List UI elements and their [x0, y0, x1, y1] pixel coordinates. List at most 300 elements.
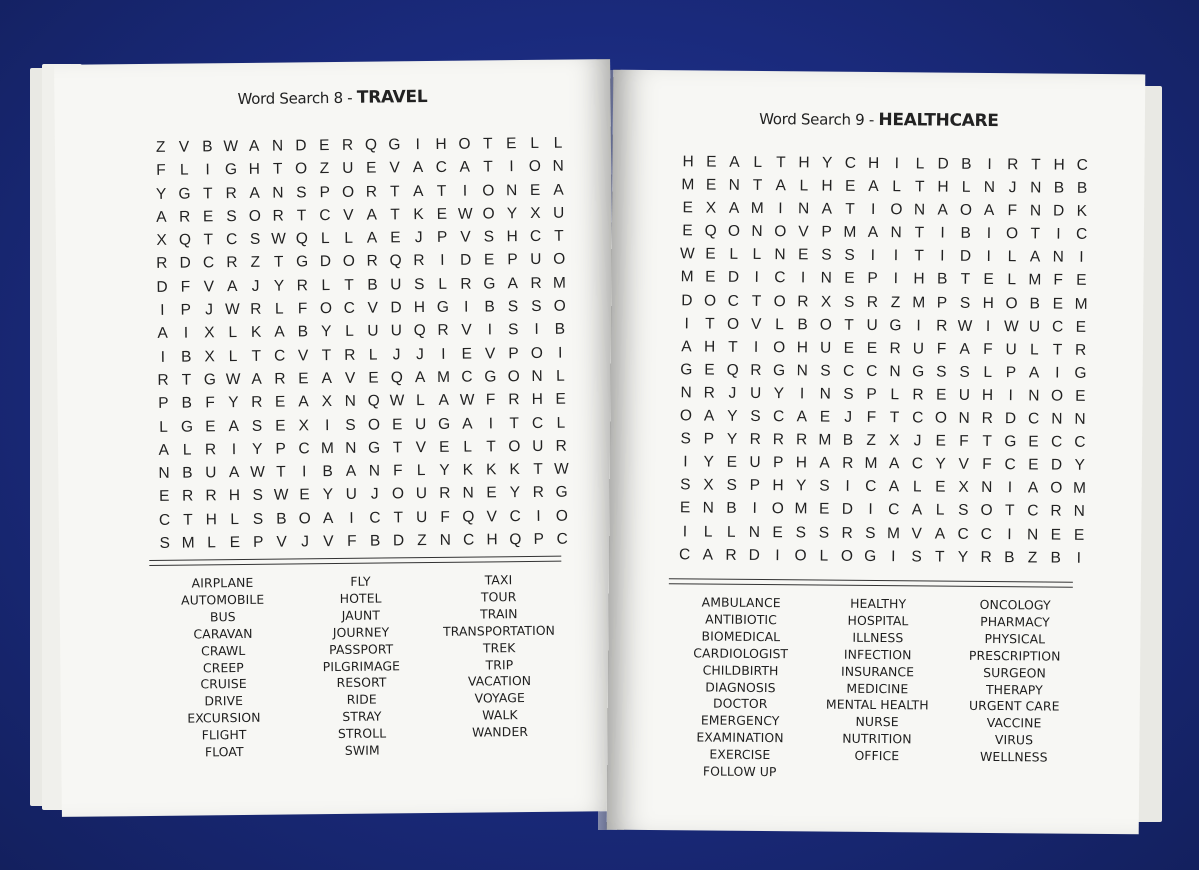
grid-letter: S	[726, 477, 737, 495]
grid-letter: I	[868, 501, 873, 519]
grid-letter: R	[530, 274, 542, 292]
word-list-item: TOUR	[480, 589, 517, 605]
grid-letter: C	[911, 455, 924, 473]
grid-letter: U	[367, 322, 379, 341]
grid-letter: S	[296, 183, 307, 201]
grid-letter: C	[461, 368, 473, 386]
grid-letter: R	[251, 394, 263, 412]
grid-letter: C	[842, 362, 855, 380]
grid-letter: X	[321, 393, 333, 411]
grid-letter: T	[203, 231, 214, 249]
grid-letter: Z	[866, 432, 877, 450]
grid-letter: N	[368, 462, 381, 480]
grid-letter: O	[298, 510, 311, 528]
grid-letter: R	[366, 253, 378, 271]
grid-letter: V	[415, 438, 427, 457]
word-list-item: TRAIN	[479, 605, 518, 622]
grid-letter: E	[935, 386, 947, 404]
grid-letter: S	[159, 534, 171, 552]
grid-letter: I	[1056, 225, 1061, 243]
grid-letter: I	[986, 225, 992, 243]
grid-letter: E	[682, 222, 693, 240]
grid-letter: T	[914, 224, 925, 242]
grid-letter: X	[958, 479, 969, 497]
word-list-item: WELLNESS	[980, 749, 1048, 765]
grid-letter: G	[1004, 433, 1017, 451]
grid-letter: U	[912, 340, 925, 358]
grid-letter: X	[204, 324, 215, 342]
grid-letter: I	[778, 200, 783, 218]
grid-letter: D	[179, 254, 191, 273]
grid-letter: B	[1076, 179, 1088, 197]
grid-letter: A	[702, 546, 714, 564]
grid-letter: V	[911, 524, 923, 542]
grid-letter: T	[273, 254, 284, 272]
grid-letter: E	[483, 251, 495, 269]
grid-letter: A	[888, 455, 900, 473]
grid-letter: D	[392, 532, 405, 550]
grid-letter: N	[797, 200, 810, 218]
grid-letter: F	[959, 432, 969, 450]
grid-letter: T	[183, 511, 193, 529]
word-list-item: WALK	[482, 707, 518, 723]
grid-letter: D	[390, 299, 402, 317]
grid-letter: I	[160, 348, 166, 366]
grid-letter: H	[682, 153, 694, 171]
grid-letter: I	[893, 270, 899, 288]
word-list-item: MENTAL HEALTH	[825, 697, 929, 713]
word-list-item: JAUNT	[341, 607, 381, 623]
grid-letter: Q	[389, 252, 402, 270]
grid-letter: O	[980, 502, 993, 520]
word-list-item: FOLLOW UP	[702, 763, 777, 780]
grid-letter: V	[958, 455, 969, 474]
grid-letter: N	[728, 176, 740, 194]
grid-letter: U	[345, 486, 357, 504]
grid-letter: M	[1074, 295, 1088, 313]
grid-letter: Y	[727, 407, 738, 425]
grid-letter: H	[435, 135, 447, 153]
grid-letter: B	[960, 225, 971, 243]
grid-letter: C	[531, 414, 544, 432]
grid-letter: L	[961, 178, 971, 196]
word-list-item: VACATION	[467, 673, 532, 690]
grid-letter: H	[937, 178, 949, 196]
grid-letter: B	[1029, 294, 1040, 312]
grid-letter: E	[705, 176, 717, 194]
grid-letter: B	[1050, 549, 1061, 567]
grid-letter: E	[318, 137, 330, 155]
grid-letter: A	[322, 509, 334, 527]
grid-letter: A	[228, 464, 240, 482]
grid-letter: O	[703, 292, 717, 310]
grid-letter: Y	[506, 204, 518, 223]
grid-letter: D	[295, 137, 307, 155]
grid-letter: I	[441, 345, 446, 363]
word-list-item: CARDIOLOGIST	[693, 645, 789, 661]
grid-letter: P	[533, 530, 545, 548]
left-word-list	[153, 572, 569, 762]
grid-letter: C	[319, 206, 331, 225]
grid-letter: E	[706, 153, 717, 171]
grid-letter: X	[705, 199, 717, 217]
grid-letter: Y	[773, 385, 785, 403]
grid-letter: A	[1027, 479, 1039, 497]
grid-letter: L	[890, 386, 900, 404]
grid-letter: T	[390, 206, 400, 224]
grid-letter: I	[987, 155, 992, 173]
grid-letter: Z	[155, 138, 166, 156]
grid-letter: V	[367, 299, 378, 317]
grid-letter: E	[866, 339, 878, 357]
grid-letter: C	[727, 292, 739, 310]
grid-letter: N	[1052, 248, 1064, 267]
grid-letter: O	[727, 222, 740, 241]
grid-letter: E	[275, 417, 286, 435]
grid-letter: I	[682, 522, 688, 540]
grid-letter: G	[912, 363, 925, 381]
grid-letter: T	[436, 182, 447, 200]
grid-letter: S	[413, 275, 425, 293]
grid-letter: A	[156, 208, 167, 226]
grid-letter: O	[458, 135, 471, 153]
grid-letter: S	[843, 385, 854, 403]
word-list-item: AUTOMOBILE	[181, 591, 265, 608]
grid-letter: L	[752, 246, 762, 264]
word-list-item: NURSE	[855, 714, 899, 730]
grid-letter: O	[295, 160, 308, 178]
grid-letter: S	[843, 293, 855, 311]
word-list-item: HOTEL	[339, 590, 382, 606]
grid-letter: A	[934, 525, 946, 543]
grid-letter: P	[821, 223, 832, 241]
grid-letter: U	[958, 386, 971, 404]
grid-letter: V	[276, 533, 287, 551]
grid-letter: I	[845, 478, 850, 496]
grid-letter: U	[532, 437, 544, 455]
grid-letter: L	[438, 275, 447, 293]
grid-letter: T	[1030, 225, 1041, 243]
grid-letter: O	[367, 416, 381, 434]
grid-letter: V	[178, 138, 190, 156]
grid-letter: J	[392, 345, 401, 364]
grid-letter: L	[1029, 341, 1039, 359]
grid-letter: I	[940, 224, 945, 242]
grid-letter: O	[773, 338, 786, 356]
grid-letter: Y	[821, 154, 833, 172]
grid-letter: L	[416, 392, 425, 410]
grid-letter: O	[555, 507, 569, 525]
grid-letter: N	[439, 531, 451, 549]
grid-letter: M	[864, 455, 878, 473]
word-list-item: VIRUS	[994, 732, 1034, 748]
grid-letter: M	[181, 534, 195, 552]
grid-letter: M	[437, 368, 451, 386]
grid-letter: D	[319, 253, 332, 271]
grid-letter: D	[841, 501, 854, 519]
grid-letter: R	[204, 441, 217, 459]
grid-letter: I	[231, 440, 237, 458]
grid-letter: U	[205, 464, 217, 482]
grid-letter: G	[368, 439, 381, 457]
grid-letter: A	[911, 501, 923, 519]
grid-letter: B	[961, 155, 972, 173]
grid-letter: V	[344, 369, 356, 387]
grid-letter: A	[298, 393, 309, 411]
grid-letter: E	[202, 208, 214, 226]
grid-letter: T	[982, 433, 992, 451]
grid-letter: P	[508, 344, 519, 362]
grid-letter: L	[912, 478, 922, 496]
grid-letter: A	[959, 340, 970, 358]
grid-letter: W	[679, 245, 695, 263]
grid-letter: O	[341, 183, 355, 201]
grid-letter: P	[867, 270, 878, 288]
grid-letter: Y	[273, 277, 285, 295]
grid-letter: R	[274, 370, 286, 388]
grid-letter: L	[556, 367, 565, 385]
grid-letter: D	[460, 252, 472, 270]
grid-letter: N	[680, 384, 692, 402]
grid-letter: C	[1027, 502, 1039, 520]
grid-letter: B	[369, 532, 381, 550]
grid-letter: R	[749, 431, 761, 449]
grid-letter: L	[230, 510, 240, 528]
word-list-column	[429, 572, 569, 759]
grid-letter: Q	[295, 230, 308, 248]
grid-letter: A	[366, 229, 378, 247]
grid-letter: K	[486, 461, 497, 479]
grid-letter: E	[529, 181, 541, 199]
grid-letter: I	[799, 385, 805, 403]
word-list-column	[945, 597, 1084, 784]
grid-letter: O	[771, 500, 784, 518]
grid-letter: T	[776, 154, 786, 172]
grid-letter: K	[413, 205, 424, 224]
grid-letter: S	[958, 502, 969, 520]
grid-letter: R	[555, 437, 567, 455]
grid-letter: R	[344, 346, 356, 364]
grid-letter: R	[437, 322, 449, 340]
grid-letter: E	[1028, 433, 1039, 451]
grid-letter: S	[959, 363, 970, 381]
grid-letter: B	[1053, 179, 1065, 197]
grid-letter: H	[821, 177, 833, 195]
grid-letter: T	[914, 178, 925, 196]
grid-letter: X	[530, 204, 541, 222]
grid-letter: C	[774, 269, 786, 287]
grid-letter: Q	[367, 392, 380, 410]
grid-letter: T	[914, 247, 924, 265]
grid-letter: Y	[439, 461, 450, 480]
word-list-item: PILGRIMAGE	[322, 657, 401, 674]
word-list-item: TREK	[482, 639, 516, 656]
grid-letter: A	[158, 441, 170, 459]
word-list-item: FLIGHT	[201, 727, 247, 743]
grid-letter: F	[440, 508, 450, 526]
grid-letter: U	[390, 322, 403, 340]
grid-letter: E	[704, 361, 715, 379]
grid-letter: A	[729, 153, 740, 171]
grid-letter: E	[299, 486, 310, 504]
word-list-item: EMERGENCY	[700, 712, 780, 729]
grid-letter: T	[844, 316, 854, 334]
grid-letter: R	[981, 409, 993, 428]
grid-letter: L	[775, 315, 784, 333]
grid-letter: L	[1007, 271, 1017, 289]
grid-letter: C	[226, 231, 238, 249]
grid-letter: A	[226, 277, 238, 295]
left-page-title	[54, 85, 610, 111]
grid-letter: J	[844, 408, 853, 426]
grid-letter: I	[536, 507, 541, 525]
grid-letter: O	[959, 201, 973, 220]
grid-letter: P	[866, 385, 877, 403]
grid-letter: E	[205, 417, 216, 435]
word-list-item: TRIP	[485, 656, 514, 672]
word-list-item: CHILDBIRTH	[702, 662, 779, 678]
grid-letter: T	[728, 338, 738, 356]
grid-letter: S	[818, 524, 830, 542]
grid-letter: E	[935, 432, 946, 450]
grid-letter: T	[390, 182, 400, 201]
grid-letter: U	[390, 276, 402, 294]
grid-letter: T	[845, 200, 855, 218]
grid-letter: R	[842, 454, 854, 473]
grid-letter: L	[530, 134, 540, 152]
word-list-item: CREEP	[202, 659, 244, 675]
grid-letter: A	[821, 200, 833, 218]
left-page	[54, 59, 618, 817]
grid-letter: C	[1028, 410, 1040, 428]
grid-letter: I	[986, 248, 991, 266]
grid-letter: N	[158, 464, 170, 483]
grid-letter: A	[462, 415, 473, 433]
grid-letter: G	[178, 185, 191, 203]
grid-letter: C	[679, 545, 691, 563]
grid-letter: N	[462, 485, 474, 503]
grid-letter: A	[366, 206, 377, 224]
grid-letter: B	[322, 463, 333, 481]
grid-letter: Y	[509, 484, 521, 502]
grid-letter: W	[389, 392, 405, 410]
grid-letter: T	[509, 414, 519, 432]
grid-letter: A	[553, 181, 564, 199]
grid-letter: L	[892, 178, 901, 196]
grid-letter: F	[156, 162, 166, 180]
grid-letter: L	[935, 501, 945, 520]
grid-letter: H	[772, 477, 784, 495]
grid-letter: F	[982, 456, 992, 474]
grid-letter: R	[341, 136, 354, 154]
grid-letter: E	[505, 135, 517, 153]
grid-letter: Z	[1027, 548, 1038, 567]
grid-letter: B	[842, 431, 854, 449]
grid-letter: E	[935, 478, 946, 496]
grid-letter: C	[202, 254, 215, 272]
grid-letter: E	[1076, 272, 1087, 290]
grid-letter: T	[934, 548, 945, 566]
grid-letter: A	[983, 202, 995, 220]
grid-letter: E	[1075, 318, 1087, 336]
grid-letter: C	[158, 511, 171, 529]
word-list-item: ANTIBIOTIC	[705, 611, 777, 628]
grid-letter: P	[749, 477, 761, 495]
grid-letter: N	[1028, 387, 1040, 405]
grid-letter: H	[913, 270, 925, 288]
grid-letter: L	[703, 523, 713, 541]
grid-letter: I	[1007, 525, 1012, 543]
word-list-item: TAXI	[484, 572, 513, 588]
word-list-item: MEDICINE	[846, 680, 909, 696]
grid-letter: N	[751, 223, 763, 241]
grid-letter: R	[296, 277, 309, 295]
grid-letter: G	[295, 253, 309, 271]
word-list-column	[808, 595, 947, 782]
grid-letter: I	[894, 155, 900, 173]
grid-letter: V	[486, 508, 498, 526]
word-list-item: CARAVAN	[193, 625, 253, 642]
grid-letter: Y	[252, 440, 263, 458]
grid-letter: H	[798, 154, 810, 172]
grid-letter: P	[507, 251, 518, 269]
grid-letter: L	[345, 323, 354, 341]
word-list-item: VACCINE	[986, 715, 1042, 731]
grid-letter: O	[773, 292, 786, 310]
grid-letter: T	[1004, 502, 1015, 520]
grid-letter: O	[1050, 387, 1064, 405]
grid-letter: E	[368, 369, 379, 387]
grid-letter: K	[1076, 202, 1088, 221]
grid-letter: V	[343, 206, 354, 224]
word-list-item: BIOMEDICAL	[701, 628, 781, 644]
grid-letter: M	[887, 524, 901, 542]
grid-letter: D	[959, 248, 972, 266]
grid-letter: O	[794, 546, 807, 564]
grid-letter: I	[487, 321, 493, 339]
grid-letter: C	[343, 299, 356, 317]
grid-letter: C	[957, 525, 969, 543]
grid-letter: I	[440, 252, 445, 270]
grid-letter: H	[796, 339, 809, 357]
grid-letter: E	[819, 408, 831, 426]
grid-letter: R	[508, 391, 520, 409]
grid-letter: J	[415, 345, 424, 363]
grid-letter: J	[913, 432, 922, 450]
grid-letter: R	[866, 293, 879, 311]
grid-letter: O	[840, 547, 854, 565]
grid-letter: N	[1073, 503, 1085, 521]
word-list-item: OFFICE	[854, 747, 900, 764]
grid-letter: E	[843, 339, 855, 357]
grid-letter: P	[319, 183, 330, 201]
grid-letter: A	[681, 338, 692, 356]
grid-letter: R	[156, 255, 168, 273]
grid-letter: J	[728, 384, 737, 402]
grid-letter: U	[553, 204, 565, 222]
grid-letter: V	[798, 223, 809, 241]
grid-letter: B	[367, 276, 378, 294]
grid-letter: E	[983, 271, 994, 289]
grid-letter: X	[703, 476, 714, 494]
grid-letter: G	[864, 547, 877, 565]
grid-letter: A	[414, 369, 426, 387]
grid-letter: E	[818, 500, 830, 519]
grid-letter: C	[1076, 226, 1088, 244]
word-list-item: TRANSPORTATION	[442, 622, 556, 639]
word-list-item: CRAWL	[201, 642, 246, 659]
right-divider-rule	[669, 578, 1073, 588]
